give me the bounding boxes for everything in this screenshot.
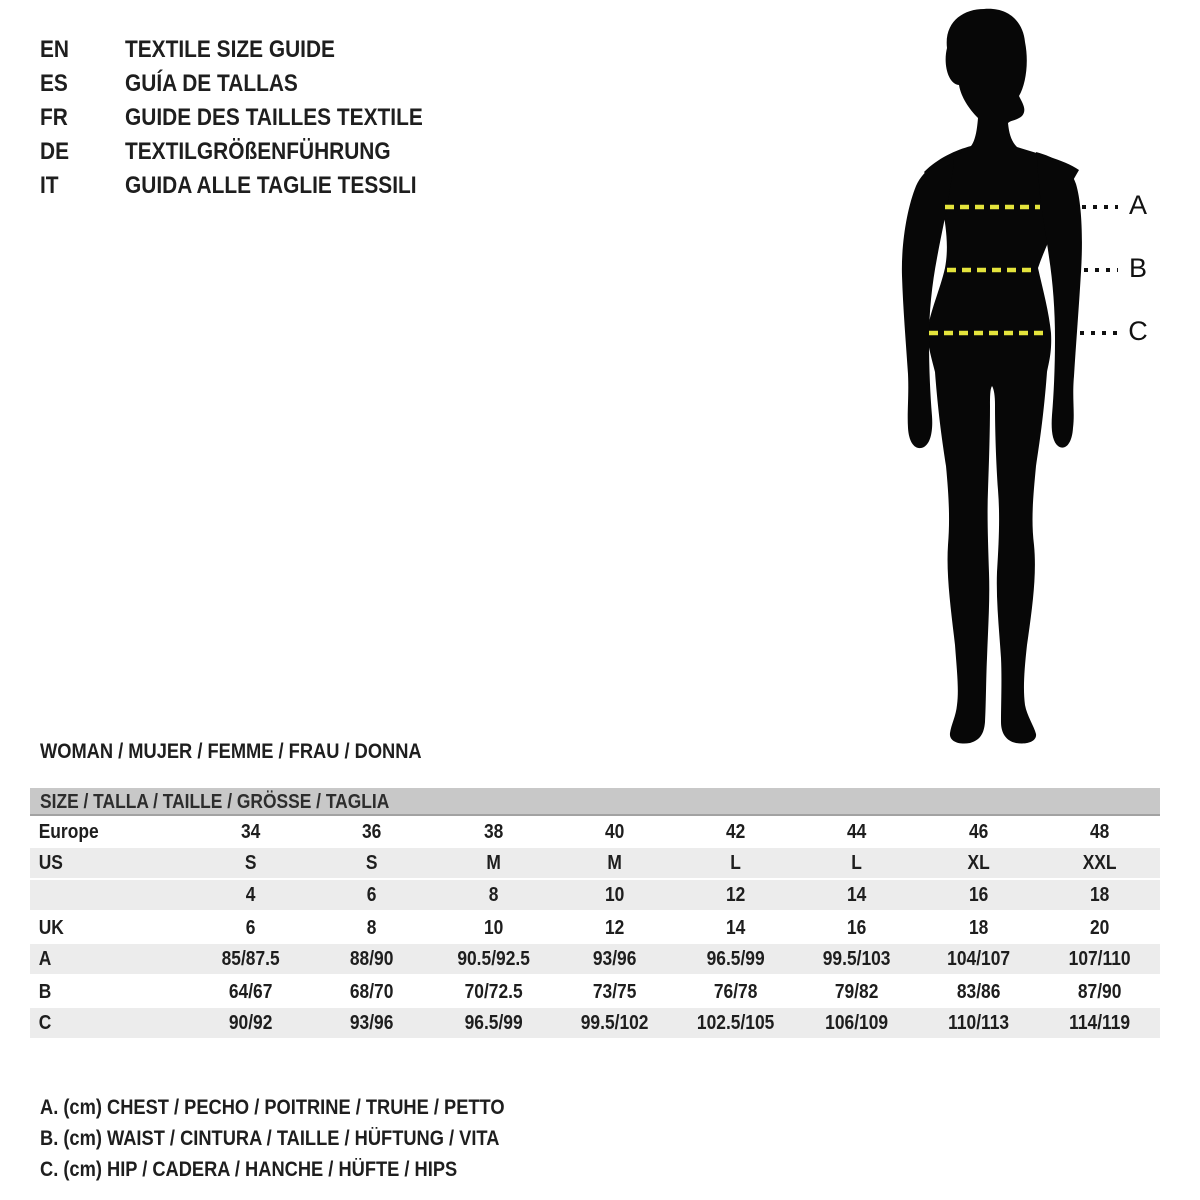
table-cell: 34 xyxy=(240,821,261,843)
table-cell: 68/70 xyxy=(350,981,394,1003)
guide-title-it: GUIDA ALLE TAGLIE TESSILI xyxy=(124,172,417,199)
language-row-en xyxy=(40,33,467,67)
table-row-us-numeric xyxy=(30,880,1160,912)
measure-label-chest: A xyxy=(1128,190,1147,220)
table-cell: 93/96 xyxy=(592,948,637,970)
table-cell: 8 xyxy=(488,884,498,906)
table-cell: 104/107 xyxy=(946,948,1010,970)
table-cell: 79/82 xyxy=(835,981,879,1003)
table-cell: 83/86 xyxy=(956,981,1000,1003)
table-cell: 42 xyxy=(725,821,746,843)
table-cell: 99.5/103 xyxy=(822,948,891,970)
table-cell: 110/113 xyxy=(947,1012,1009,1034)
table-cell: 14 xyxy=(725,917,746,939)
table-row-chest xyxy=(30,944,1160,976)
table-cell: 76/78 xyxy=(713,981,758,1003)
table-cell: 87/90 xyxy=(1077,981,1122,1003)
table-cell: 99.5/102 xyxy=(580,1012,649,1034)
table-cell: 12 xyxy=(725,884,746,906)
table-cell: 8 xyxy=(367,917,377,939)
table-cell: 16 xyxy=(847,917,867,939)
table-cell: 20 xyxy=(1089,917,1110,939)
table-cell: L xyxy=(851,852,863,874)
table-cell: 93/96 xyxy=(350,1012,394,1034)
language-title-list xyxy=(40,33,467,203)
legend-line-waist: B. (cm) WAIST / CINTURA / TAILLE / HÜFTUNG / VITA xyxy=(40,1127,500,1150)
table-cell: M xyxy=(607,852,622,874)
language-row-it xyxy=(40,169,467,203)
table-cell: 64/67 xyxy=(228,981,273,1003)
table-row-uk xyxy=(30,912,1160,944)
legend-line-chest: A. (cm) CHEST / PECHO / POITRINE / TRUHE / PETTO xyxy=(40,1096,505,1119)
language-row-fr xyxy=(40,101,467,135)
table-cell: 88/90 xyxy=(350,948,394,970)
table-cell: 96.5/99 xyxy=(464,1012,523,1034)
table-cell: 107/110 xyxy=(1068,948,1131,970)
measure-label-hip: C xyxy=(1128,316,1148,346)
table-cell: 85/87.5 xyxy=(221,948,280,970)
row-label: UK xyxy=(38,917,64,939)
table-cell: S xyxy=(244,852,257,874)
language-code: FR xyxy=(40,104,68,131)
table-cell: 4 xyxy=(245,884,256,906)
table-cell: 38 xyxy=(483,821,503,843)
table-cell: 40 xyxy=(604,821,625,843)
table-cell: 102.5/105 xyxy=(696,1012,775,1034)
guide-title-fr: GUIDE DES TAILLES TEXTILE xyxy=(124,104,423,131)
row-label xyxy=(30,880,169,910)
table-row-europe xyxy=(30,816,1160,848)
woman-silhouette-icon xyxy=(850,0,1200,760)
table-cell: 36 xyxy=(362,821,382,843)
guide-title-es: GUÍA DE TALLAS xyxy=(124,70,298,97)
table-row-hip xyxy=(30,1008,1160,1040)
table-cell: 90.5/92.5 xyxy=(456,948,530,970)
table-cell: XL xyxy=(967,852,990,874)
table-cell: 70/72.5 xyxy=(464,981,523,1003)
table-cell: 12 xyxy=(604,917,625,939)
table-row-us-letter xyxy=(30,848,1160,880)
guide-title-en: TEXTILE SIZE GUIDE xyxy=(124,36,335,63)
legend-line-hip: C. (cm) HIP / CADERA / HANCHE / HÜFTE / HIPS xyxy=(40,1158,458,1181)
table-cell: 16 xyxy=(968,884,988,906)
table-cell: 6 xyxy=(367,884,377,906)
table-cell: 18 xyxy=(968,917,988,939)
table-cell: XXL xyxy=(1082,852,1117,874)
gender-heading: WOMAN / MUJER / FEMME / FRAU / DONNA xyxy=(40,740,422,763)
table-cell: 10 xyxy=(483,917,503,939)
table-row-waist xyxy=(30,976,1160,1008)
row-label: Europe xyxy=(38,821,99,843)
table-cell: L xyxy=(730,852,741,874)
table-cell: 6 xyxy=(245,917,256,939)
row-label: B xyxy=(38,981,52,1003)
table-cell: 46 xyxy=(968,821,988,843)
table-cell: M xyxy=(485,852,501,874)
table-cell: 44 xyxy=(847,821,867,843)
measurement-legend xyxy=(40,1092,574,1185)
language-code: IT xyxy=(40,172,59,199)
table-cell: 96.5/99 xyxy=(706,948,765,970)
language-row-de xyxy=(40,135,467,169)
table-cell: 90/92 xyxy=(228,1012,273,1034)
row-label: US xyxy=(38,852,63,874)
size-table-header: SIZE / TALLA / TAILLE / GRÖSSE / TAGLIA xyxy=(30,788,1160,816)
table-cell: 114/119 xyxy=(1068,1012,1130,1034)
table-cell: 106/109 xyxy=(825,1012,889,1034)
table-cell: S xyxy=(366,852,378,874)
table-cell: 48 xyxy=(1089,821,1110,843)
guide-title-de: TEXTILGRÖßENFÜHRUNG xyxy=(124,138,391,165)
table-cell: 10 xyxy=(604,884,625,906)
row-label: C xyxy=(38,1012,52,1034)
language-row-es xyxy=(40,67,467,101)
size-table xyxy=(30,788,1160,1040)
row-label: A xyxy=(38,948,52,970)
language-code: EN xyxy=(40,36,70,63)
table-cell: 73/75 xyxy=(592,981,637,1003)
table-cell: 18 xyxy=(1089,884,1110,906)
measure-label-waist: B xyxy=(1128,253,1147,283)
measurement-figure xyxy=(850,0,1200,760)
language-code: DE xyxy=(40,138,70,165)
table-cell: 14 xyxy=(847,884,867,906)
language-code: ES xyxy=(40,70,68,97)
